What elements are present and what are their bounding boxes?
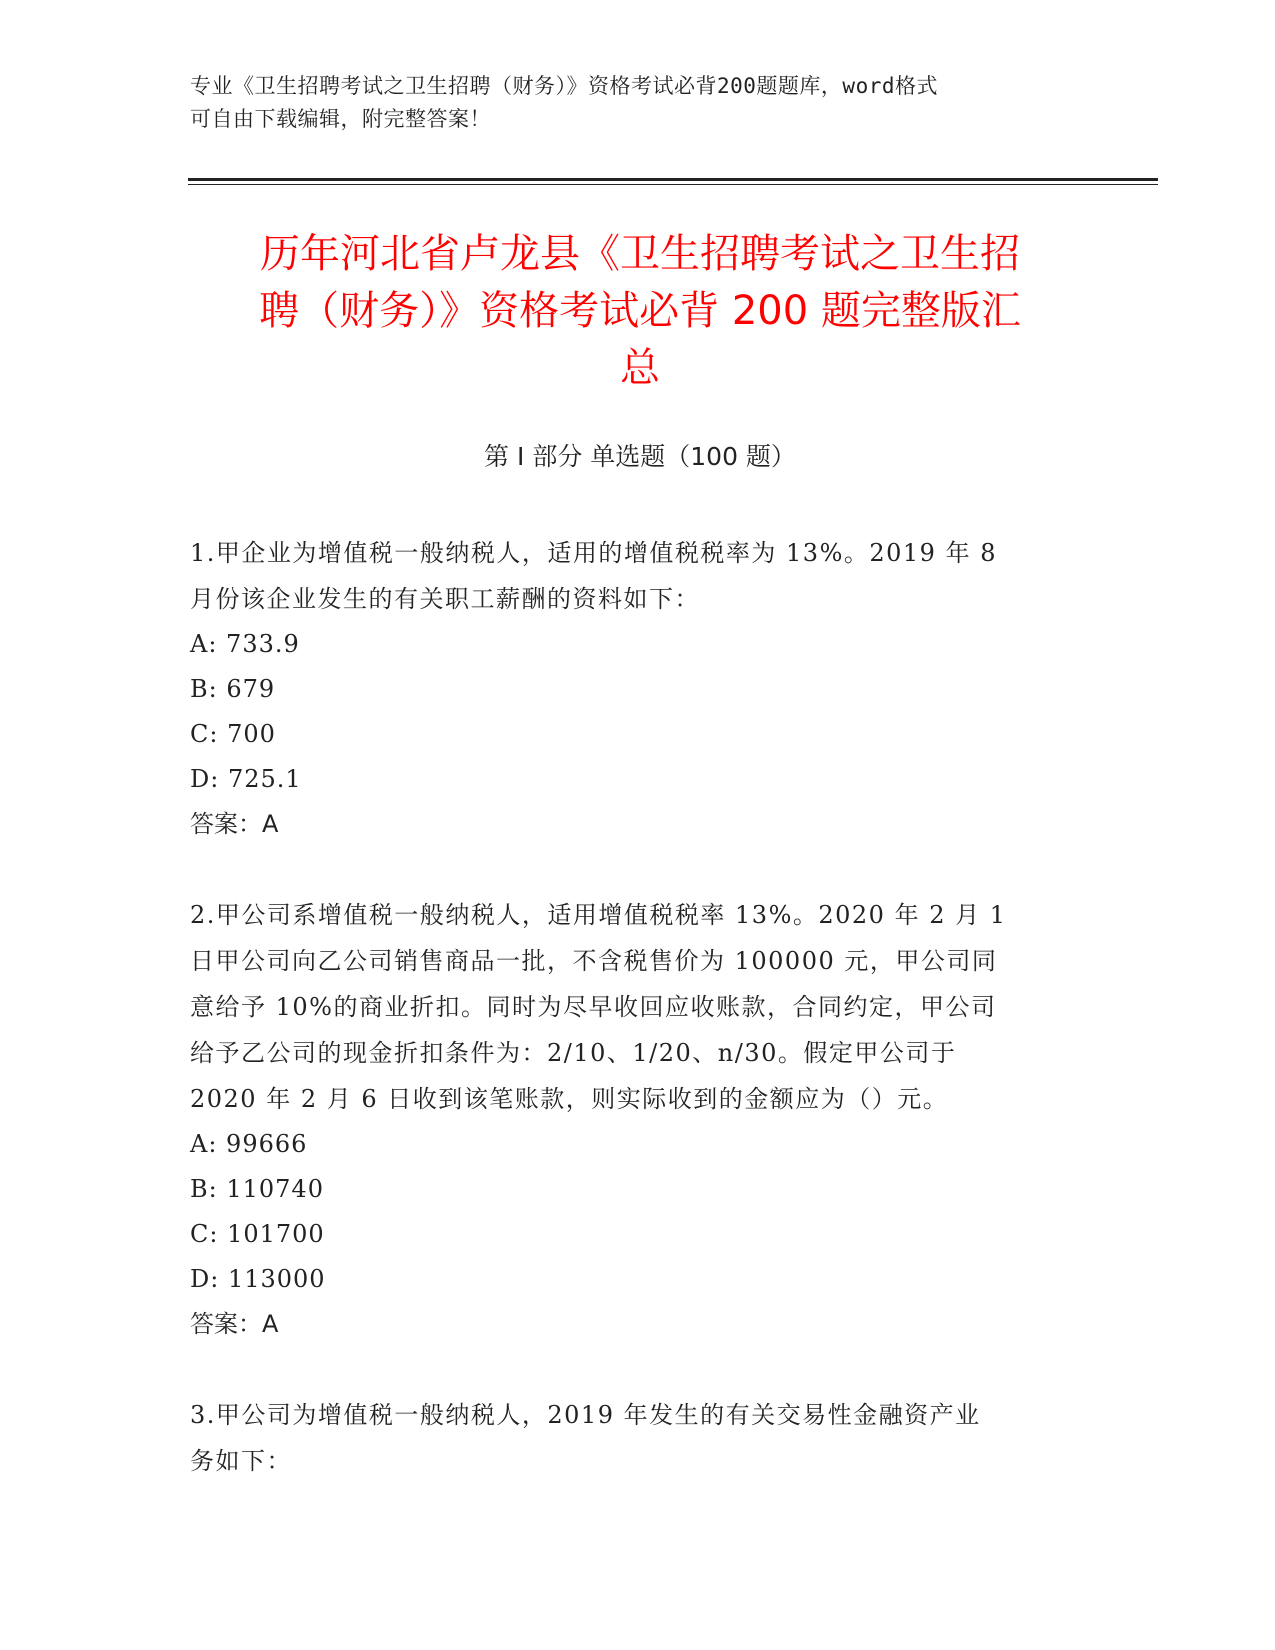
intro-line: 专业《卫生招聘考试之卫生招聘（财务）》资格考试必背200题题库，word格式 [190,74,938,98]
question-list [190,530,1090,1529]
question-1 [190,530,1090,847]
section-title: 第 I 部分 单选题（100 题） [484,442,796,471]
question-line: 意给予 10%的商业折扣。同时为尽早收回应收账款，合同约定，甲公司 [190,993,997,1021]
document-intro [190,70,1090,136]
option-a: A: 733.9 [190,630,300,658]
question-line: 月份该企业发生的有关职工薪酬的资料如下： [190,585,700,613]
title-line: 总 [620,345,660,391]
option-d: D: 725.1 [190,765,302,793]
answer: 答案：A [190,810,279,838]
question-3 [190,1392,1090,1484]
option-c: C: 101700 [190,1220,325,1248]
question-line: 日甲公司向乙公司销售商品一批，不含税售价为 100000 元，甲公司同 [190,947,998,975]
title-line: 历年河北省卢龙县《卫生招聘考试之卫生招 [260,231,1020,277]
header-divider-thin [188,184,1158,185]
document-title [190,226,1090,397]
question-line: 3.甲公司为增值税一般纳税人，2019 年发生的有关交易性金融资产业 [190,1401,981,1429]
question-text [190,1392,1090,1484]
question-line: 给予乙公司的现金折扣条件为：2/10、1/20、n/30。假定甲公司于 [190,1039,957,1067]
question-line: 2.甲公司系增值税一般纳税人，适用增值税税率 13%。2020 年 2 月 1 [190,901,1007,929]
option-a: A: 99666 [190,1130,308,1158]
option-b: B: 679 [190,675,276,703]
question-text [190,530,1090,622]
question-line: 2020 年 2 月 6 日收到该笔账款，则实际收到的金额应为（）元。 [190,1085,949,1113]
title-line: 聘（财务）》资格考试必背 200 题完整版汇 [259,288,1021,334]
question-line: 1.甲企业为增值税一般纳税人，适用的增值税税率为 13%。2019 年 8 [190,539,997,567]
option-d: D: 113000 [190,1265,326,1293]
answer: 答案：A [190,1310,279,1338]
header-divider-thick [188,178,1158,181]
question-2 [190,892,1090,1347]
option-b: B: 110740 [190,1175,324,1203]
option-c: C: 700 [190,720,276,748]
intro-line: 可自由下载编辑，附完整答案！ [190,107,491,131]
question-text [190,892,1090,1122]
question-line: 务如下： [190,1447,292,1475]
